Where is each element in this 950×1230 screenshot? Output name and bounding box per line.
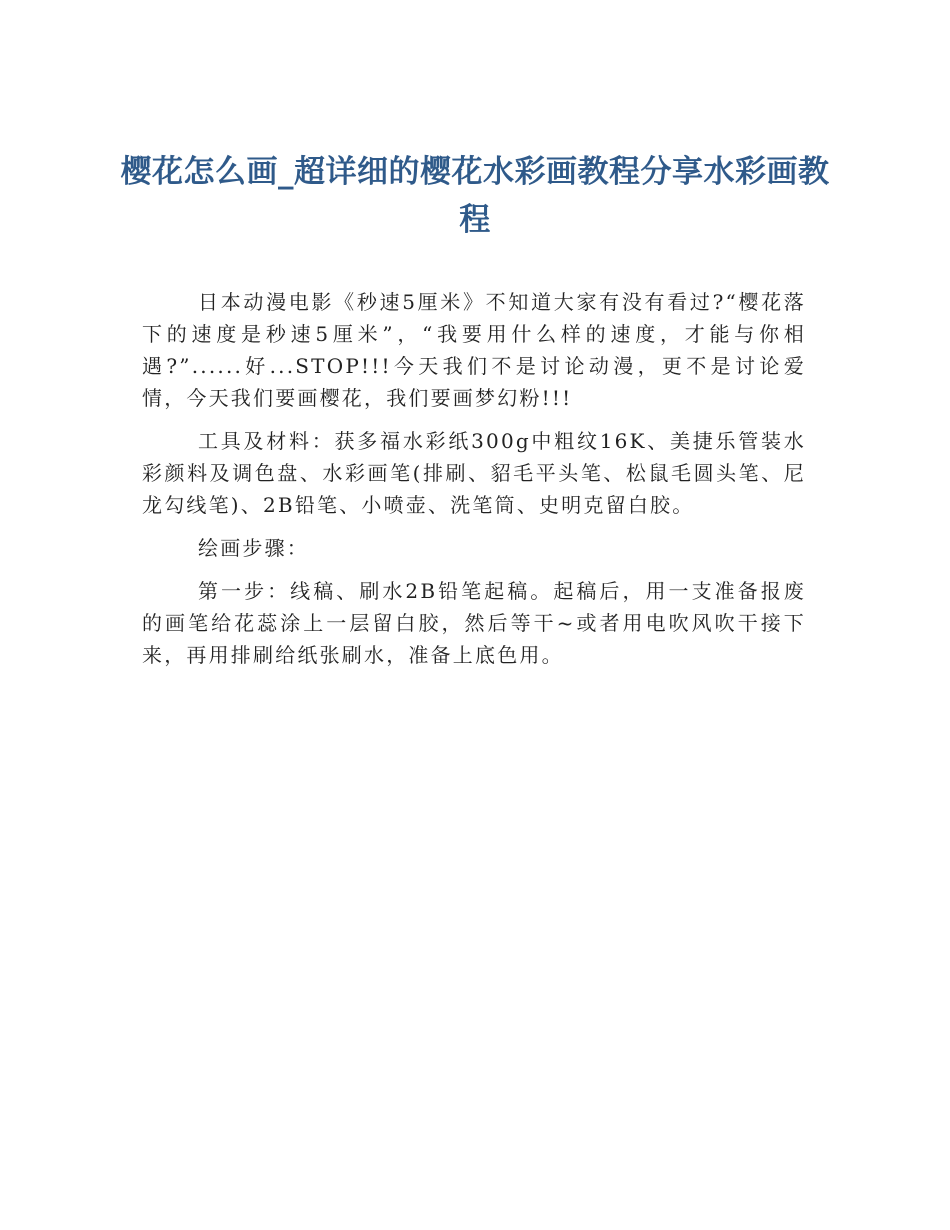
materials-paragraph: 工具及材料：获多福水彩纸300g中粗纹16K、美捷乐管装水彩颜料及调色盘、水彩画笔(排刷、貂毛平头笔、松鼠毛圆头笔、尼龙勾线笔)、2B铅笔、小喷壶、洗笔筒、史明克留白胶。 <box>142 429 806 517</box>
document-title: 樱花怎么画_超详细的樱花水彩画教程分享水彩画教程 <box>120 154 830 238</box>
intro-paragraph: 日本动漫电影《秒速5厘米》不知道大家有没有看过?“樱花落下的速度是秒速5厘米”，“我要用什么样的速度，才能与你相遇?”......好...STOP!!!今天我们不是讨论动漫，更不是讨论爱情，今天我们要画樱花，我们要画梦幻粉!!! <box>142 290 806 410</box>
step-one-paragraph: 第一步：线稿、刷水2B铅笔起稿。起稿后，用一支准备报废的画笔给花蕊涂上一层留白胶，然后等干~或者用电吹风吹干接下来，再用排刷给纸张刷水，准备上底色用。 <box>142 579 806 667</box>
document-body <box>142 286 806 682</box>
steps-heading-paragraph: 绘画步骤： <box>198 536 309 560</box>
